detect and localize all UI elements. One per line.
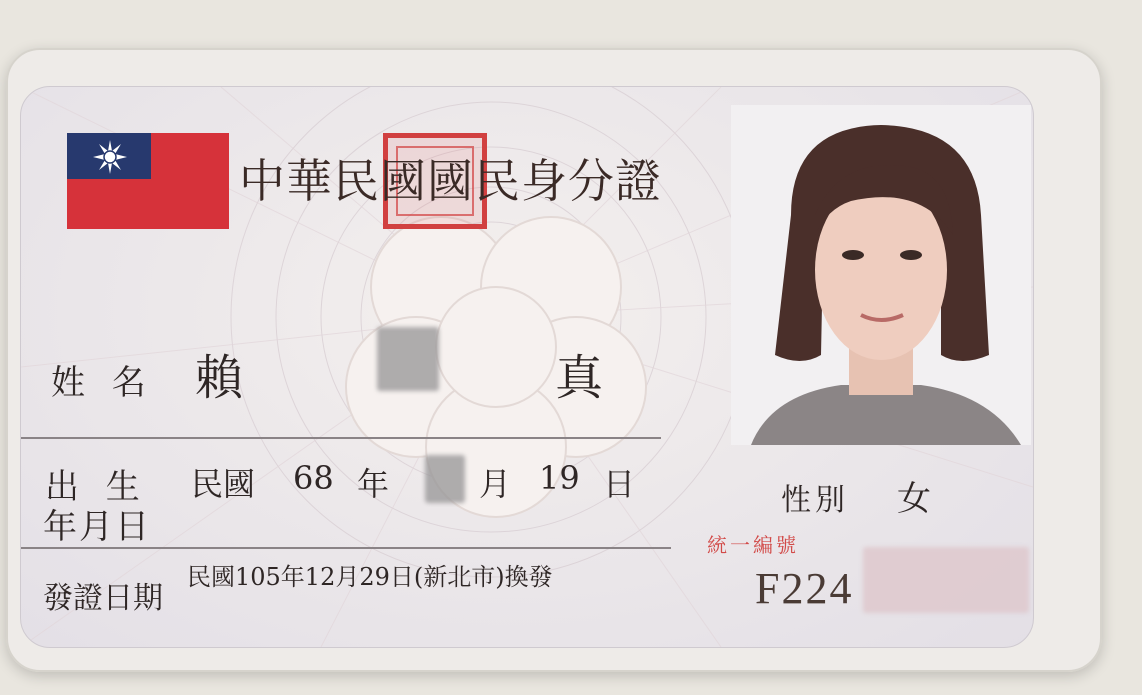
birth-year: 68 (293, 459, 334, 497)
birth-day: 19 (539, 459, 580, 497)
name-value-surname: 賴 (195, 350, 244, 406)
id-card (20, 86, 1034, 648)
taiwan-flag (67, 133, 229, 229)
redacted-name-char (377, 327, 439, 391)
id-number-value: F224 (755, 564, 854, 613)
portrait-photo (731, 105, 1031, 445)
sex-value: 女 (897, 479, 931, 519)
white-sun-icon (93, 140, 127, 174)
redacted-birth-month (425, 455, 465, 503)
name-label: 姓 名 (51, 363, 154, 403)
redacted-id-digits (863, 547, 1029, 613)
flag-canton (67, 133, 151, 179)
id-number-label: 統一編號 (707, 533, 799, 557)
birth-label-1: 出 生 (45, 467, 148, 507)
birth-era: 民國 (191, 465, 256, 503)
issue-date-label: 發證日期 (43, 581, 163, 616)
card-title: 中華民國國民身分證 (239, 154, 662, 208)
birth-label-2: 年月日 (43, 507, 151, 547)
sex-label: 性別 (781, 483, 849, 518)
birth-year-unit: 年 (357, 465, 390, 503)
birth-day-unit: 日 (603, 465, 636, 503)
divider-line (21, 547, 671, 549)
divider-line (21, 437, 661, 439)
birth-month-unit: 月 (479, 465, 512, 503)
issue-date-value: 民國105年12月29日(新北市)換發 (187, 563, 553, 591)
name-value-end: 真 (555, 350, 604, 406)
